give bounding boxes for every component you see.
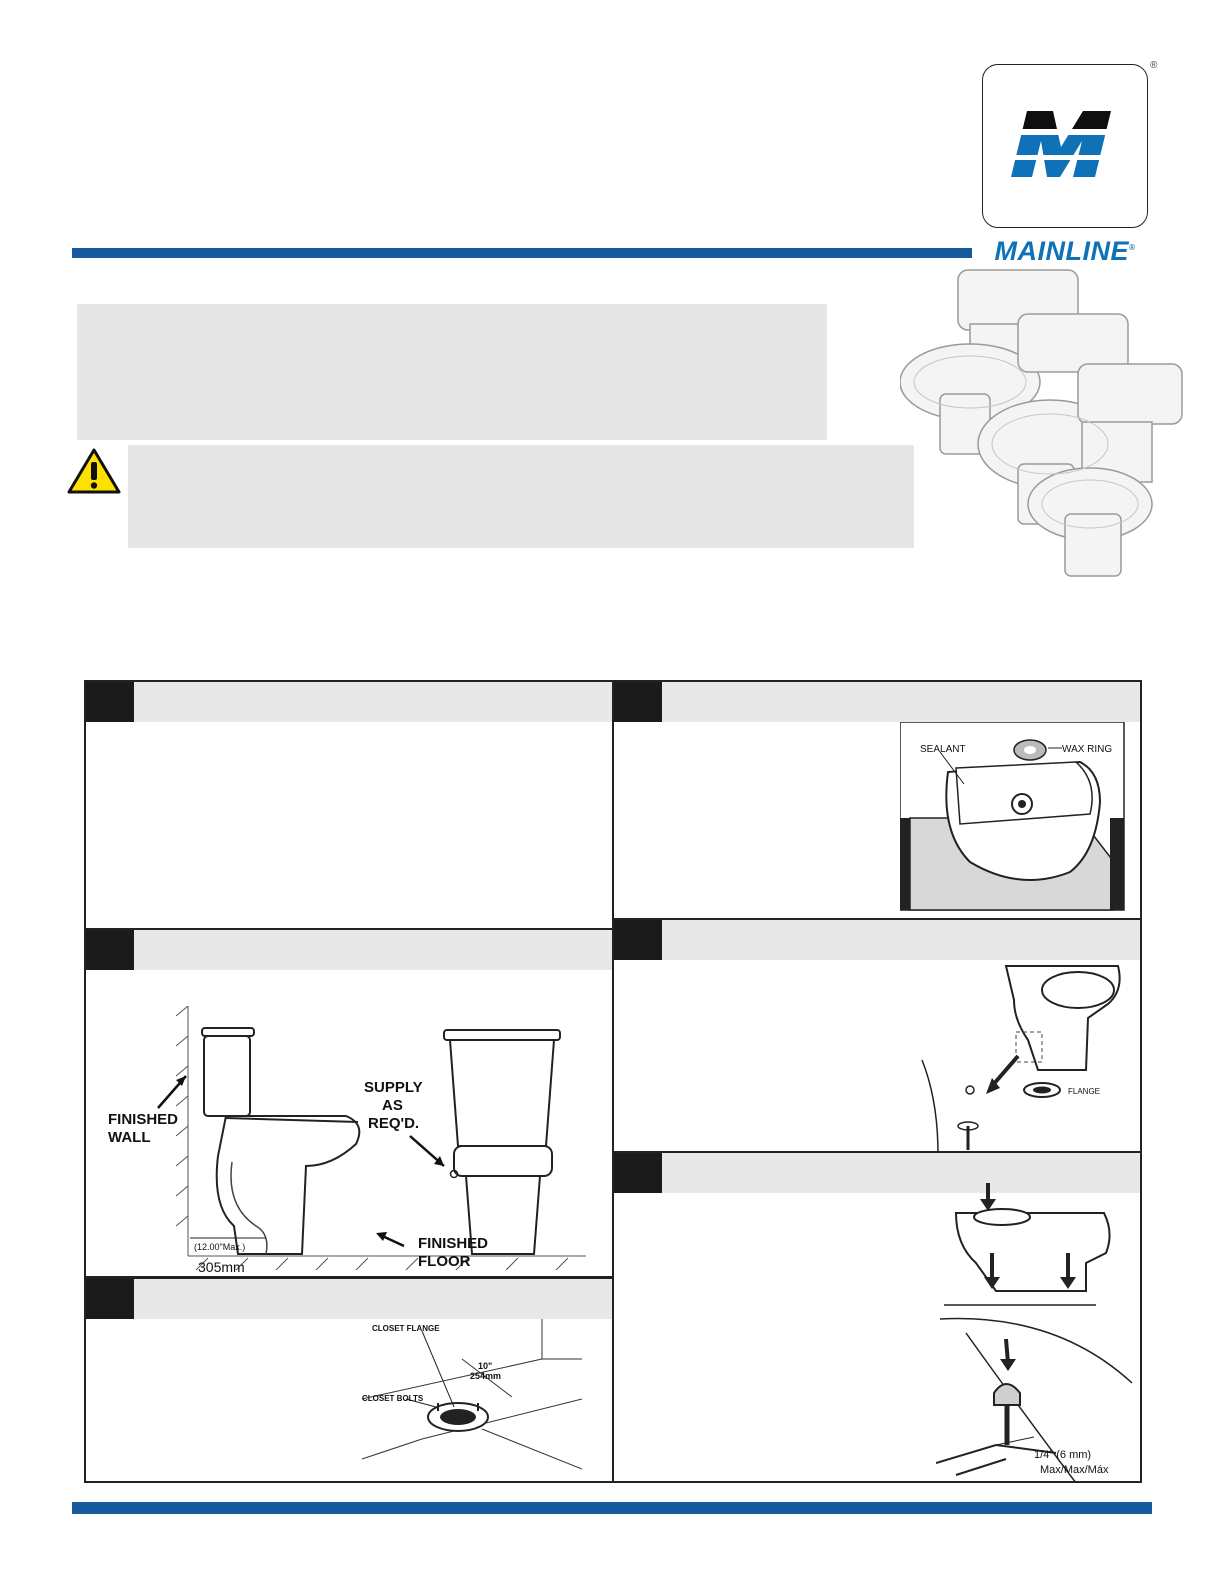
brand-name: MAINLINE® [994, 236, 1136, 266]
supply-label-2: AS [382, 1097, 403, 1114]
footer-rule [72, 1502, 1152, 1514]
max-cut-label-1: 1/4" (6 mm) [1034, 1449, 1092, 1461]
finished-floor-label-1: FINISHED [418, 1235, 489, 1252]
max-cut-label-2: Max/Max/Máx [1040, 1464, 1109, 1476]
step-3-header [86, 1279, 612, 1319]
supply-label-1: SUPPLY [364, 1079, 423, 1096]
flange-label: FLANGE [1068, 1087, 1101, 1096]
flange-dim-mm: 254mm [470, 1371, 502, 1381]
step-2-panel [84, 928, 614, 1278]
closet-bolts-label: CLOSET BOLTS [362, 1394, 424, 1403]
warning-box [128, 445, 914, 548]
step-5-header [614, 920, 1140, 960]
rough-in-dim-mm: 305mm [198, 1259, 245, 1275]
warning-icon [66, 447, 122, 495]
step-4-panel [612, 680, 1142, 920]
wax-ring-label: WAX RING [1062, 744, 1113, 755]
rough-in-dim-inch: (12.00"Max.) [194, 1242, 246, 1252]
registered-mark: ® [1150, 60, 1158, 71]
step-1-panel [84, 680, 614, 930]
header-rule [72, 248, 972, 258]
step-3-number [86, 1279, 134, 1319]
step-3-panel [84, 1277, 614, 1483]
closet-flange-label: CLOSET FLANGE [372, 1324, 440, 1333]
set-bowl-diagram [918, 960, 1128, 1154]
brand-logo [982, 64, 1148, 228]
supply-label-3: REQ'D. [368, 1115, 420, 1132]
finished-floor-label-2: FLOOR [418, 1253, 471, 1270]
mainline-m-logo-icon [983, 65, 1147, 227]
step-5-number [614, 920, 662, 960]
finished-wall-label-1: FINISHED [108, 1111, 179, 1128]
step-1-header [86, 682, 612, 722]
wax-ring-diagram [900, 722, 1126, 912]
step-1-number [86, 682, 134, 722]
sealant-label: SEALANT [920, 744, 966, 755]
step-5-panel [612, 918, 1142, 1154]
finished-wall-label-2: WALL [108, 1129, 151, 1146]
step-6-panel [612, 1151, 1142, 1483]
step-4-header [614, 682, 1140, 722]
step-2-number [86, 930, 134, 970]
rough-in-diagram [106, 1006, 596, 1278]
flange-dim-inch: 10" [478, 1361, 493, 1371]
step-4-number [614, 682, 662, 722]
step-2-header [86, 930, 612, 970]
step-6-number [614, 1153, 662, 1193]
intro-box [77, 304, 827, 440]
bolt-cap-diagram [936, 1183, 1136, 1483]
flange-diagram [362, 1319, 582, 1481]
toilet-product-photo [900, 264, 1200, 584]
